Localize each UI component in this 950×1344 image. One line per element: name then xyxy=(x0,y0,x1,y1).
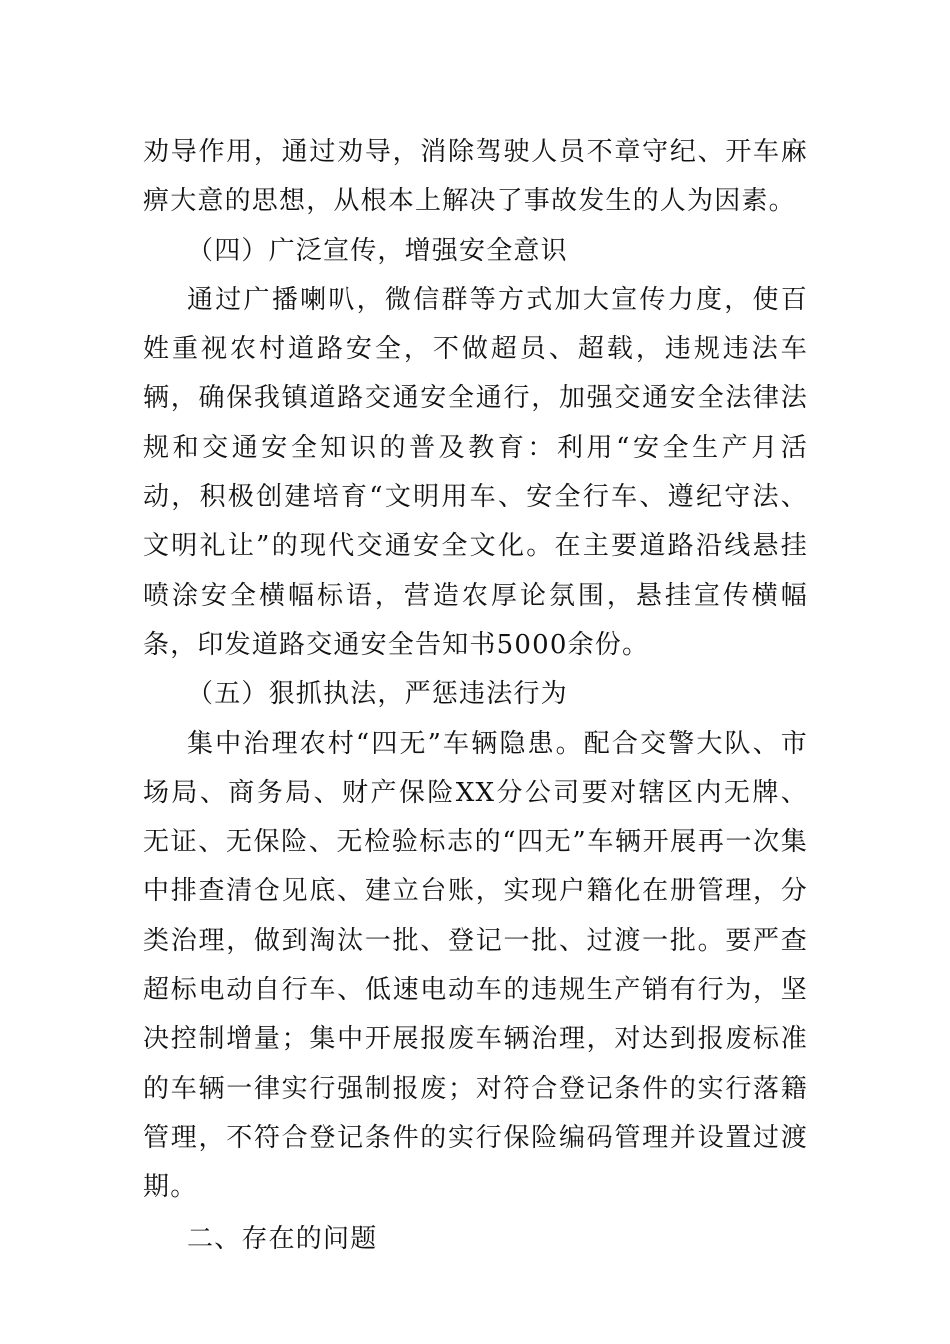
section-heading-4: （四）广泛宣传，增强安全意识 xyxy=(187,235,568,266)
section-heading-5: （五）狠抓执法，严惩违法行为 xyxy=(187,679,568,710)
paragraph-enforcement: 集中治理农村“四无”车辆隐患。配合交警大队、市场局、商务局、财产保险XX分公司要对辖区内无牌、无证、无保险、无检验标志的“四无”车辆开展再一次集中排查清仓见底、建立台账，实现户籍化在册管理，分类治理，做到淘汰一批、登记一批、过渡一批。要严查超标电动自行车、低速电动车的违规生产销有行为，坚决控制增量；集中开展报废车辆治理，对达到报废标准的车辆一律实行强制报废；对符合登记条件的实行落籍管理，不符合登记条件的实行保险编码管理并设置过渡期。 xyxy=(143,728,808,1203)
paragraph-continued: 劝导作用，通过劝导，消除驾驶人员不章守纪、开车麻痹大意的思想，从根本上解决了事故发生的人为因素。 xyxy=(143,137,808,217)
section-heading-problems: 二、存在的问题 xyxy=(187,1223,378,1254)
paragraph-publicity: 通过广播喇叭，微信群等方式加大宣传力度，使百姓重视农村道路安全，不做超员、超载，违规违法车辆，确保我镇道路交通安全通行，加强交通安全法律法规和交通安全知识的普及教育：利用“安全生产月活动，积极创建培育“文明用车、安全行车、遵纪守法、文明礼让”的现代交通安全文化。在主要道路沿线悬挂喷涂安全横幅标语，营造农厚论氛围，悬挂宣传横幅条，印发道路交通安全告知书5000余份。 xyxy=(143,284,808,660)
document-body xyxy=(143,128,808,1264)
